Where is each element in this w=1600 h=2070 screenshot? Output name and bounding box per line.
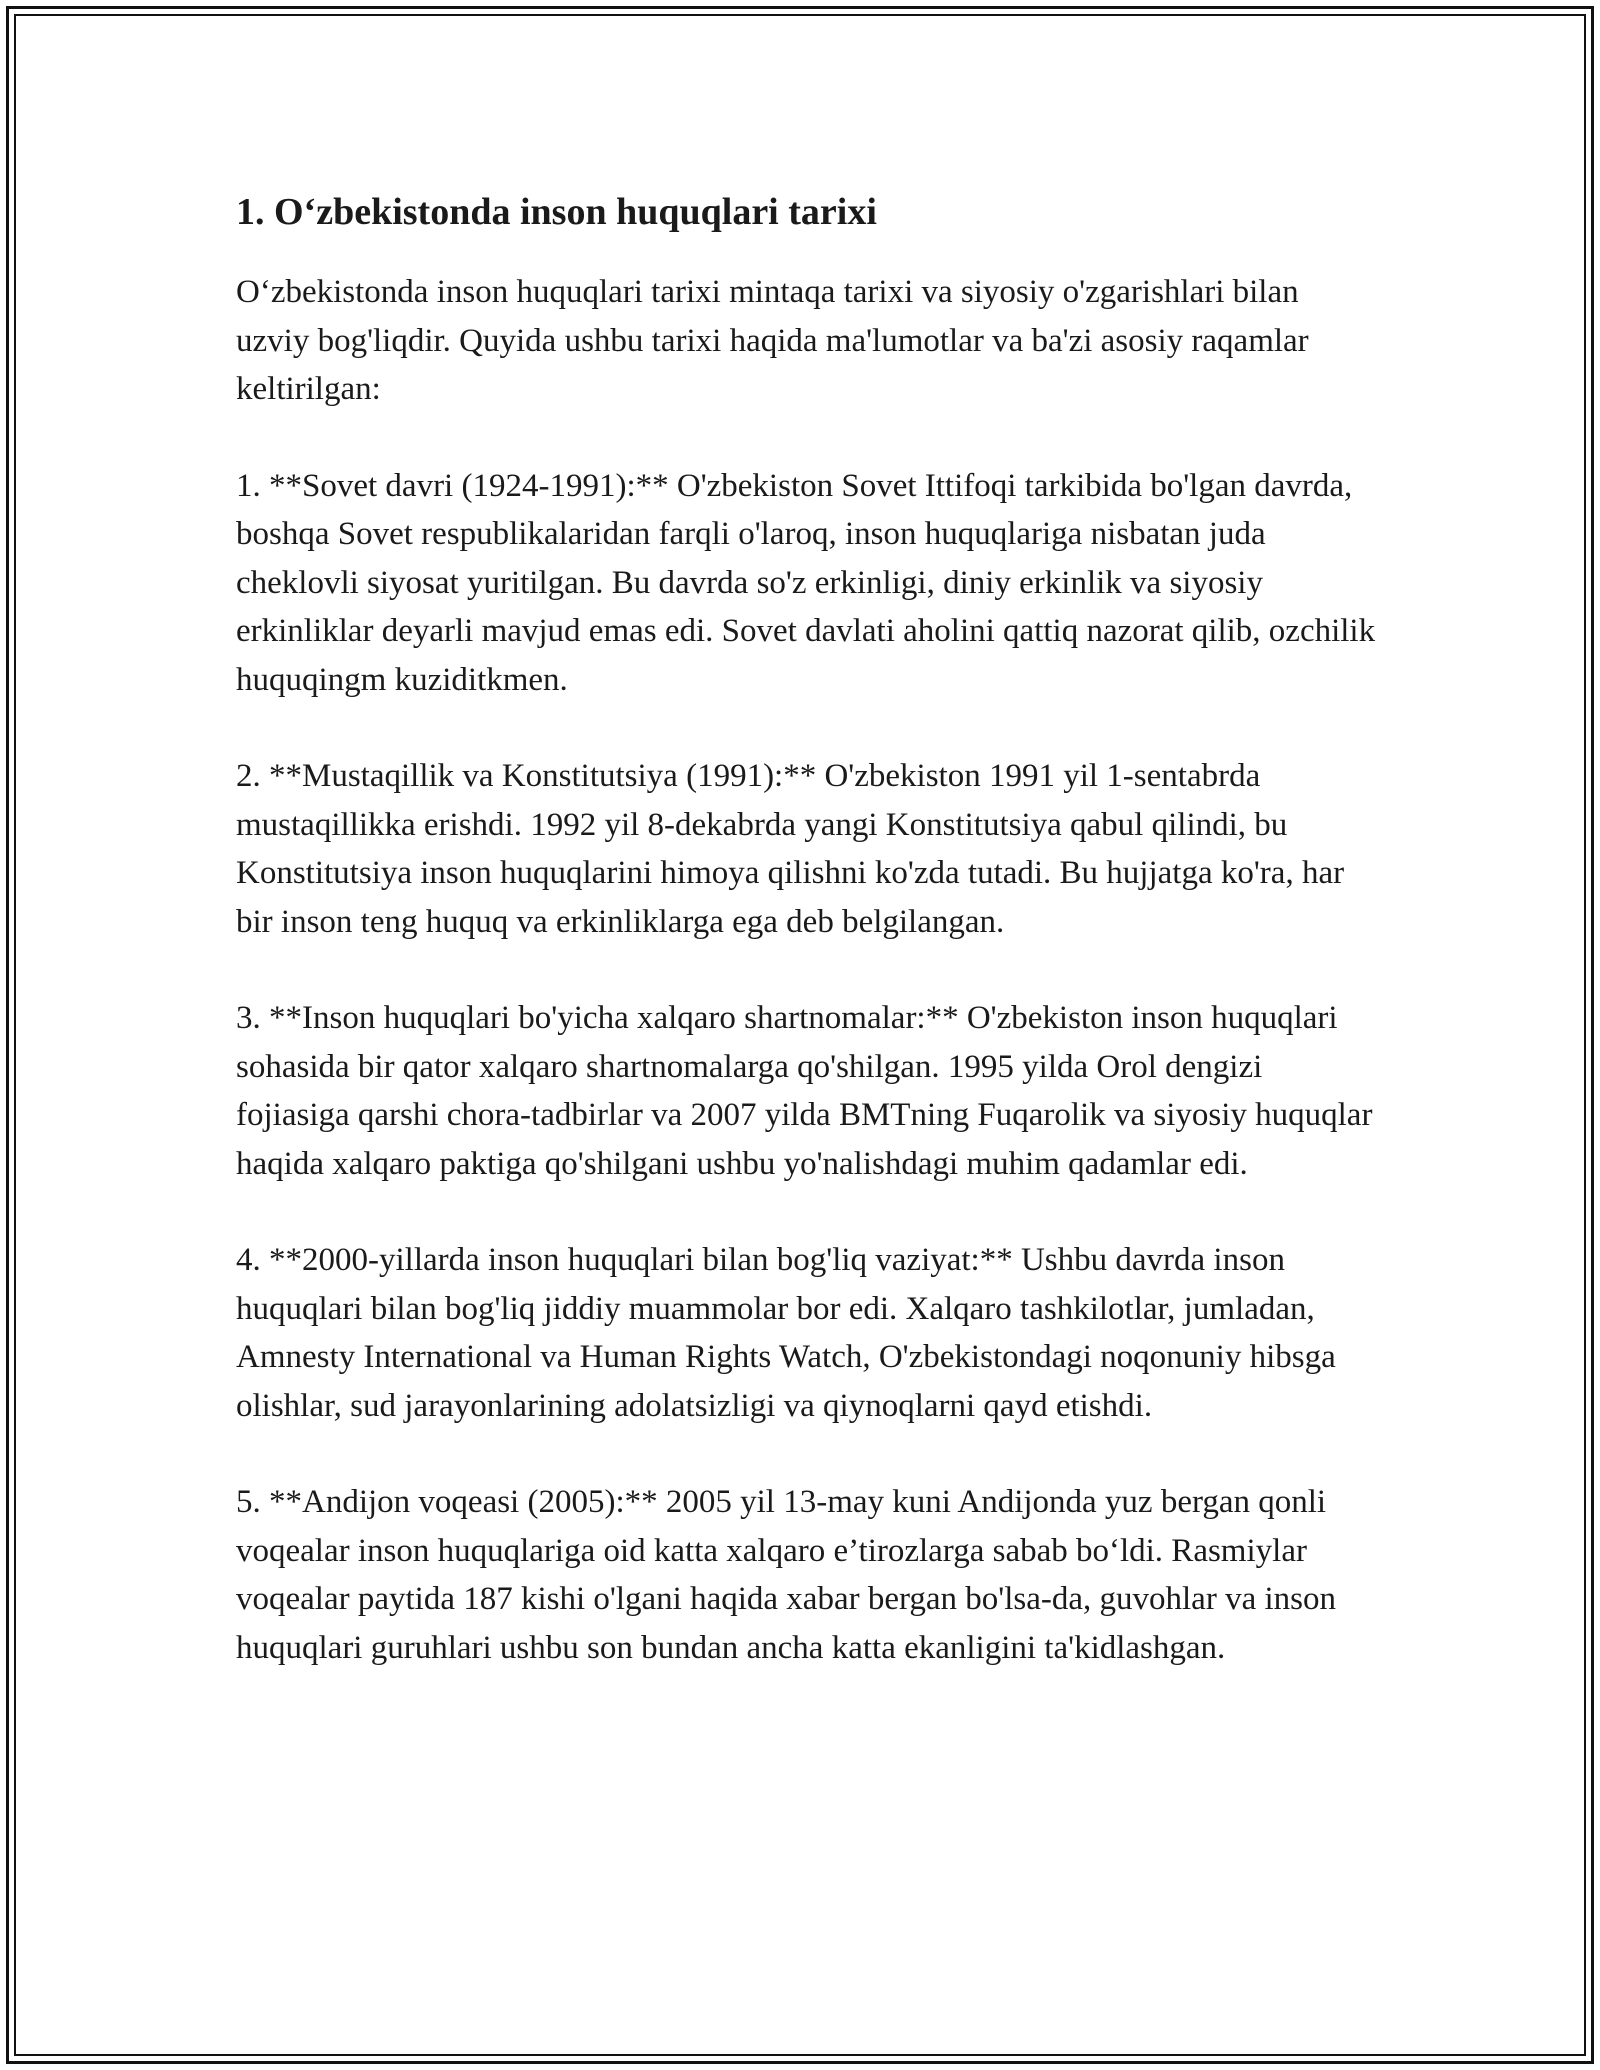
list-item-soviet-era: 1. **Sovet davri (1924-1991):** O'zbekiston Sovet Ittifoqi tarkibida bo'lgan davrda, boshqa Sovet respublikalaridan farqli o'laroq, inson huquqlariga nisbatan juda cheklovli siyosat yuritilgan. Bu davrda so'z erkinligi, diniy erkinlik va siyosiy erkinliklar deyarli mavjud emas edi. Sovet davlati aholini qattiq nazorat qilib, ozchilik huquqingm kuziditkmen.	[236, 467, 1376, 698]
list-item-international-treaties: 3. **Inson huquqlari bo'yicha xalqaro shartnomalar:** O'zbekiston inson huquqlari sohasida bir qator xalqaro shartnomalarga qo'shilgan. 1995 yilda Orol dengizi fojiasiga qarshi chora-tadbirlar va 2007 yilda BMTning Fuqarolik va siyosiy huquqlar haqida xalqaro paktiga qo'shilgani ushbu yo'nalishdagi muhim qadamlar edi.	[236, 1000, 1373, 1182]
list-item-2000s-situation: 4. **2000-yillarda inson huquqlari bilan bog'liq vaziyat:** Ushbu davrda inson huquqlari bilan bog'liq jiddiy muammolar bor edi. Xalqaro tashkilotlar, jumladan, Amnesty International va Human Rights Watch, O'zbekistondagi noqonuniy hibsga olishlar, sud jarayonlarining adolatsizligi va qiynoqlarni qayd etishdi.	[236, 1242, 1336, 1424]
list-item-independence-constitution: 2. **Mustaqillik va Konstitutsiya (1991):** O'zbekiston 1991 yil 1-sentabrda mustaqillikka erishdi. 1992 yil 8-dekabrda yangi Konstitutsiya qabul qilindi, bu Konstitutsiya inson huquqlarini himoya qilishni ko'zda tutadi. Bu hujjatga ko'ra, har bir inson teng huquq va erkinliklarga ega deb belgilangan.	[236, 758, 1345, 940]
document-title: 1. O‘zbekistonda inson huquqlari tarixi	[236, 191, 877, 233]
document-body	[236, 186, 1376, 1720]
list-item-andijan-events: 5. **Andijon voqeasi (2005):** 2005 yil 13-may kuni Andijonda yuz bergan qonli voqealar inson huquqlariga oid katta xalqaro e’tirozlarga sabab bo‘ldi. Rasmiylar voqealar paytida 187 kishi o'lgani haqida xabar bergan bo'lsa-da, guvohlar va inson huquqlari guruhlari ushbu son bundan ancha katta ekanligini ta'kidlashgan.	[236, 1484, 1336, 1666]
intro-paragraph: O‘zbekistonda inson huquqlari tarixi mintaqa tarixi va siyosiy o'zgarishlari bilan uzviy bog'liqdir. Quyida ushbu tarixi haqida ma'lumotlar va ba'zi asosiy raqamlar keltirilgan:	[236, 274, 1309, 407]
